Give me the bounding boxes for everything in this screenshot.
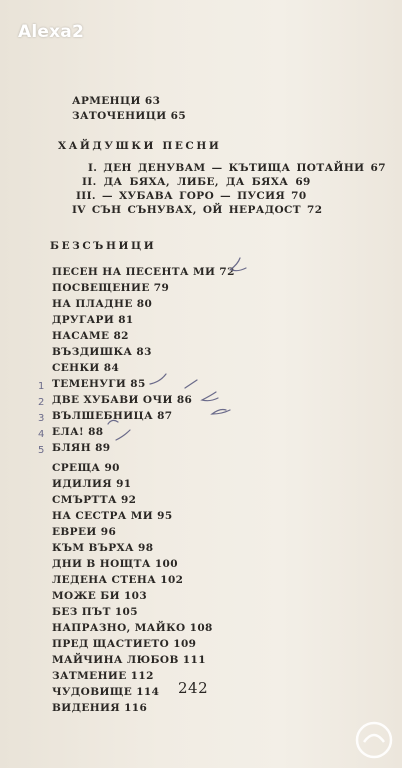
toc-entry: ПРЕД ЩАСТИЕТО 109 [52,638,197,650]
toc-entry: НАСАМЕ 82 [52,330,129,342]
page-number: 242 [178,679,209,697]
section-heading: ХАЙДУШКИ ПЕСНИ [58,140,222,152]
checkmark-icon [212,410,230,415]
handwritten-number: 1 [38,381,45,392]
toc-entry: I. ДЕН ДЕНУВАМ — КЪТИЩА ПОТАЙНИ 67 [88,162,386,174]
toc-entry: ЗАТМЕНИЕ 112 [52,670,154,682]
toc-entry: ДНИ В НОЩТА 100 [52,558,178,570]
toc-entry: ПЕСЕН НА ПЕСЕНТА МИ 72 [52,266,235,278]
toc-entry: СЕНКИ 84 [52,362,120,374]
site-logo-icon [354,720,394,760]
toc-entry: НА ПЛАДНЕ 80 [52,298,153,310]
toc-entry: БЕЗ ПЪТ 105 [52,606,138,618]
toc-entry: НА СЕСТРА МИ 95 [52,510,173,522]
checkmark-icon [202,392,218,401]
toc-entry: III. — ХУБАВА ГОРО — ПУСИЯ 70 [76,190,307,202]
toc-entry: МОЖЕ БИ 103 [52,590,148,602]
toc-entry: ЧУДОВИЩЕ 114 [52,686,160,698]
toc-entry: ЗАТОЧЕНИЦИ 65 [72,110,187,122]
toc-entry: БЛЯН 89 [52,442,111,454]
handwritten-number: 5 [38,445,45,456]
checkmark-icon [230,258,246,271]
toc-entry: ПОСВЕЩЕНИЕ 79 [52,282,170,294]
checkmark-icon [116,430,130,440]
toc-entry: II. ДА БЯХА, ЛИБЕ, ДА БЯХА 69 [82,176,311,188]
handwritten-number: 4 [38,429,45,440]
toc-entry: СМЪРТТА 92 [52,494,137,506]
toc-entry: ИДИЛИЯ 91 [52,478,132,490]
handwritten-number: 2 [38,397,45,408]
toc-entry: ДРУГАРИ 81 [52,314,134,326]
toc-entry: АРМЕНЦИ 63 [72,95,161,107]
toc-entry: ДВЕ ХУБАВИ ОЧИ 86 [52,394,193,406]
checkmark-icon [185,380,197,388]
toc-entry: ЕВРЕИ 96 [52,526,117,538]
toc-entry: ВЪЗДИШКА 83 [52,346,152,358]
toc-entry: ЛЕДЕНА СТЕНА 102 [52,574,184,586]
toc-entry: ТЕМЕНУГИ 85 [52,378,146,390]
checkmark-icon [108,420,118,424]
toc-entry: ЕЛА! 88 [52,426,104,438]
checkmark-icon [150,374,166,384]
toc-entry: IV СЪН СЪНУВАХ, ОЙ НЕРАДОСТ 72 [72,204,323,216]
toc-entry: СРЕЩА 90 [52,462,120,474]
section-heading: БЕЗСЪНИЦИ [50,240,157,252]
seller-watermark: Alexa2 [18,22,84,42]
toc-entry: КЪМ ВЪРХА 98 [52,542,154,554]
toc-entry: ВИДЕНИЯ 116 [52,702,148,714]
toc-entry: НАПРАЗНО, МАЙКО 108 [52,622,213,634]
toc-entry: МАЙЧИНА ЛЮБОВ 111 [52,654,206,666]
handwritten-number: 3 [38,413,45,424]
toc-entry: ВЪЛШЕБНИЦА 87 [52,410,173,422]
